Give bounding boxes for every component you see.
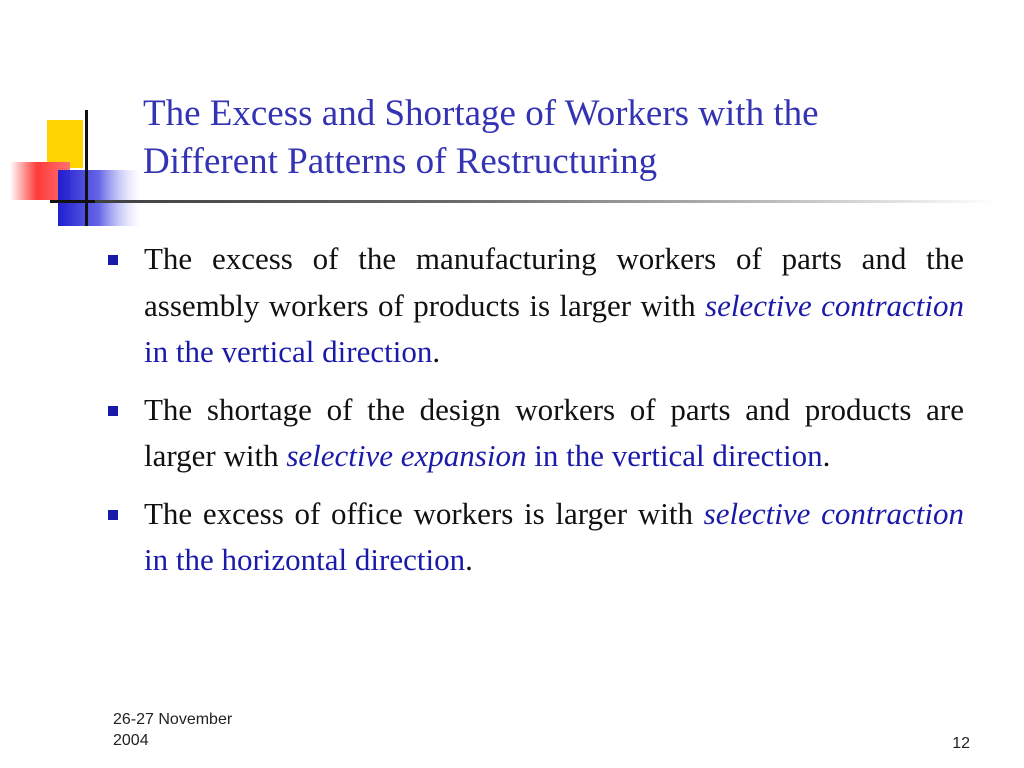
bullet-emphasis: selective contraction [703, 495, 964, 531]
bullet-end: . [465, 542, 473, 577]
bullet-highlight: in the vertical direction [526, 438, 823, 473]
bullet-square-icon [108, 510, 118, 520]
title-line-2: Different Patterns of Restructuring [143, 141, 658, 182]
bullet-square-icon [108, 406, 118, 416]
bullet-highlight: in the horizontal direction [144, 542, 466, 577]
bullet-item [104, 491, 964, 584]
footer-date-line-1: 26-27 November [113, 711, 233, 728]
title-divider [95, 200, 1000, 203]
bullet-square-icon [108, 255, 118, 265]
bullet-text-plain: The shortage of the design workers of parts and products are larger with [144, 391, 964, 473]
bullet-end: . [432, 334, 441, 369]
footer-date-line-2: 2004 [113, 732, 149, 749]
page-number: 12 [952, 735, 970, 752]
bullet-emphasis: selective contraction [705, 287, 965, 323]
footer-date [113, 709, 283, 751]
bullet-text [144, 491, 964, 584]
bullet-item [104, 236, 964, 376]
bullet-emphasis: selective expansion [286, 438, 527, 473]
bullet-text-plain: The excess of office workers is larger with [144, 495, 704, 531]
bullet-end: . [822, 438, 831, 473]
bullet-text [144, 387, 964, 480]
bullet-text-plain: The excess of the manufacturing workers of parts and the assembly workers of products is larger with [144, 241, 964, 323]
bullet-item [104, 387, 964, 480]
title-line-1: The Excess and Shortage of Workers with the [143, 93, 819, 134]
slide-logo-icon [0, 0, 150, 240]
slide-title [143, 90, 993, 186]
bullet-text [144, 236, 964, 376]
bullet-list [104, 236, 964, 595]
bullet-highlight: in the vertical direction [144, 334, 433, 369]
